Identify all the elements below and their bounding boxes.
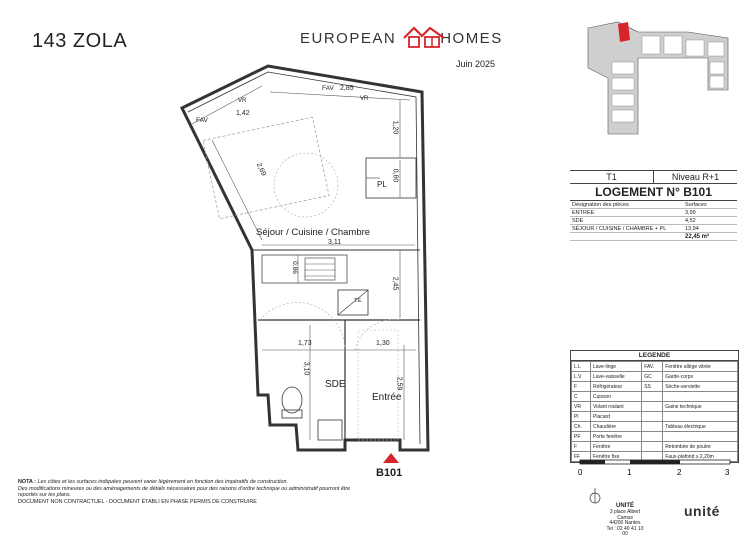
room-label-sejour: Séjour / Cuisine / Chambre (256, 227, 371, 238)
legend-label: Lave-linge (591, 362, 642, 372)
legend-row (572, 412, 738, 422)
project-name: 143 ZOLA (32, 30, 128, 52)
dim-1-42: 1,42 (236, 110, 250, 117)
scale-tick-0: 0 (578, 468, 583, 477)
legend-row (572, 422, 738, 432)
legend-label: Cuisson (591, 392, 642, 402)
legend-label: Tableau électrique (663, 422, 738, 432)
surface-total-row: 22,45 m² (570, 233, 737, 241)
unite-logo: unité (684, 503, 720, 519)
entry-arrow-icon (383, 453, 399, 463)
legend-code: FF (572, 452, 591, 462)
legend-label: Fenêtre allège vitrée (663, 362, 738, 372)
legend-code: PF (572, 432, 591, 442)
legend-label: Lave-vaisselle (591, 372, 642, 382)
legend-code: VR (572, 402, 591, 412)
dim-2-59: 2,59 (395, 376, 403, 391)
brand-left: EUROPEAN (300, 30, 397, 47)
scale-tick-2: 2 (677, 468, 682, 477)
room-label-entree: Entrée (372, 392, 402, 403)
company-phone: Tel : 02 40 41 10 00 (606, 525, 644, 537)
legend-label (663, 412, 738, 422)
legend-code: F (572, 382, 591, 392)
notes-line-1: Les côtes et les surfaces indiquées peuvent varier légèrement en fonction des impératifs de construction. (37, 479, 288, 485)
col-room-header: Désignation des pièces (570, 201, 683, 209)
surface-table (570, 201, 737, 241)
legend-label: Garde-corps (663, 372, 738, 382)
legend-code: F (572, 442, 591, 452)
north-arrow-icon (588, 486, 602, 506)
legend-code: SS (642, 382, 663, 392)
legend-code: FAV. (642, 362, 663, 372)
tag-fav-left: FAV (196, 117, 208, 124)
unit-type: T1 (570, 171, 654, 183)
unit-info-box (570, 170, 737, 241)
legend-code (642, 442, 663, 452)
notes-label: NOTA : (18, 479, 36, 485)
legend-code (642, 412, 663, 422)
lot-marker: B101 (376, 467, 403, 479)
legend-code: L.V (572, 372, 591, 382)
legend-label: Placard (591, 412, 642, 422)
tag-vr-top: VR (360, 96, 369, 102)
scale-bar (578, 455, 734, 485)
legend-label: Sèche-serviette (663, 382, 738, 392)
legend-row (572, 392, 738, 402)
unit-level: Niveau R+1 (671, 172, 720, 182)
legend-code: C (572, 392, 591, 402)
notes-block (18, 479, 448, 505)
legend-row (572, 372, 738, 382)
legend-code: L.L (572, 362, 591, 372)
notes-line-3: reportés sur les plans. (18, 492, 72, 499)
room-label-sde: SDE (325, 379, 346, 390)
dim-3-11: 3,11 (328, 239, 342, 246)
notes-line-4: DOCUMENT NON CONTRACTUEL - DOCUMENT ÉTABLI EN PHASE PERMIS DE CONSTRUIRE (18, 498, 257, 505)
legend-label: Réfrigérateur (591, 382, 642, 392)
document-date: Juin 2025 (456, 59, 496, 69)
legend-label: Retombée de poutre (663, 442, 738, 452)
col-surface-header: Surfaces (683, 201, 737, 209)
legend-code (642, 432, 663, 442)
legend-code: GC (642, 372, 663, 382)
legend-code: Pl (572, 412, 591, 422)
legend-label: Gaine technique (663, 402, 738, 412)
legend-row (572, 362, 738, 372)
legend-code (642, 402, 663, 412)
legend-label: Faux-plafond ≥ 2,20m (663, 452, 738, 462)
scale-tick-1: 1 (627, 468, 632, 477)
dim-1-30: 1,30 (376, 340, 390, 347)
legend-table (571, 361, 738, 462)
legend-code: Ch. (572, 422, 591, 432)
legend-row (572, 402, 738, 412)
legend-code (642, 392, 663, 402)
brand-right: HOMES (440, 30, 503, 47)
legend-label: Chaudière (591, 422, 642, 432)
surface-row: SDE 4,52 (570, 217, 737, 225)
scale-tick-3: 3 (725, 468, 730, 477)
unit-title: LOGEMENT N° B101 (570, 184, 737, 201)
tag-vr-left: VR (238, 98, 247, 104)
tag-fav-top: FAV (322, 85, 334, 92)
legend-label (663, 432, 738, 442)
company-address (605, 510, 645, 538)
legend-label (663, 392, 738, 402)
legend-code (642, 422, 663, 432)
dim-0-86: 0,86 (290, 261, 298, 274)
legend-row (572, 382, 738, 392)
address-line-2: 44200 Nantes (609, 520, 641, 526)
dim-2-45: 2,45 (391, 276, 399, 291)
dim-1-73: 1,73 (298, 340, 312, 347)
notes-line-2: Des modifications mineures ou des aménagements de détails nécessaires pour des raisons d'ordre technique ou administratif pourront être (18, 485, 351, 492)
legend-label: Porte fenêtre (591, 432, 642, 442)
legend-row (572, 442, 738, 452)
legend-title: LEGENDE (571, 351, 738, 361)
dim-0-60: 0,60 (391, 168, 399, 183)
tag-tableau-electrique: T.E. (354, 298, 363, 304)
legend-label: Fenêtre (591, 442, 642, 452)
legend-label: Fenêtre fixe (591, 452, 642, 462)
dim-3-10: 3,10 (302, 361, 310, 376)
dim-2-85: 2,85 (340, 85, 354, 92)
company-name: UNITÉ (616, 503, 634, 509)
legend-box (570, 350, 739, 463)
surface-row: SÉJOUR / CUISINE / CHAMBRE + PL 13,94 (570, 225, 737, 233)
legend-row (572, 432, 738, 442)
key-plan (578, 18, 738, 150)
address-line-1: 3 place Albert Camus (609, 509, 641, 521)
dim-2-69: 2,69 (254, 161, 267, 178)
dim-1-20: 1,20 (391, 120, 399, 135)
legend-label: Volant roulant (591, 402, 642, 412)
tag-placard: PL (377, 180, 387, 189)
surface-row: ENTREE 3,99 (570, 209, 737, 217)
